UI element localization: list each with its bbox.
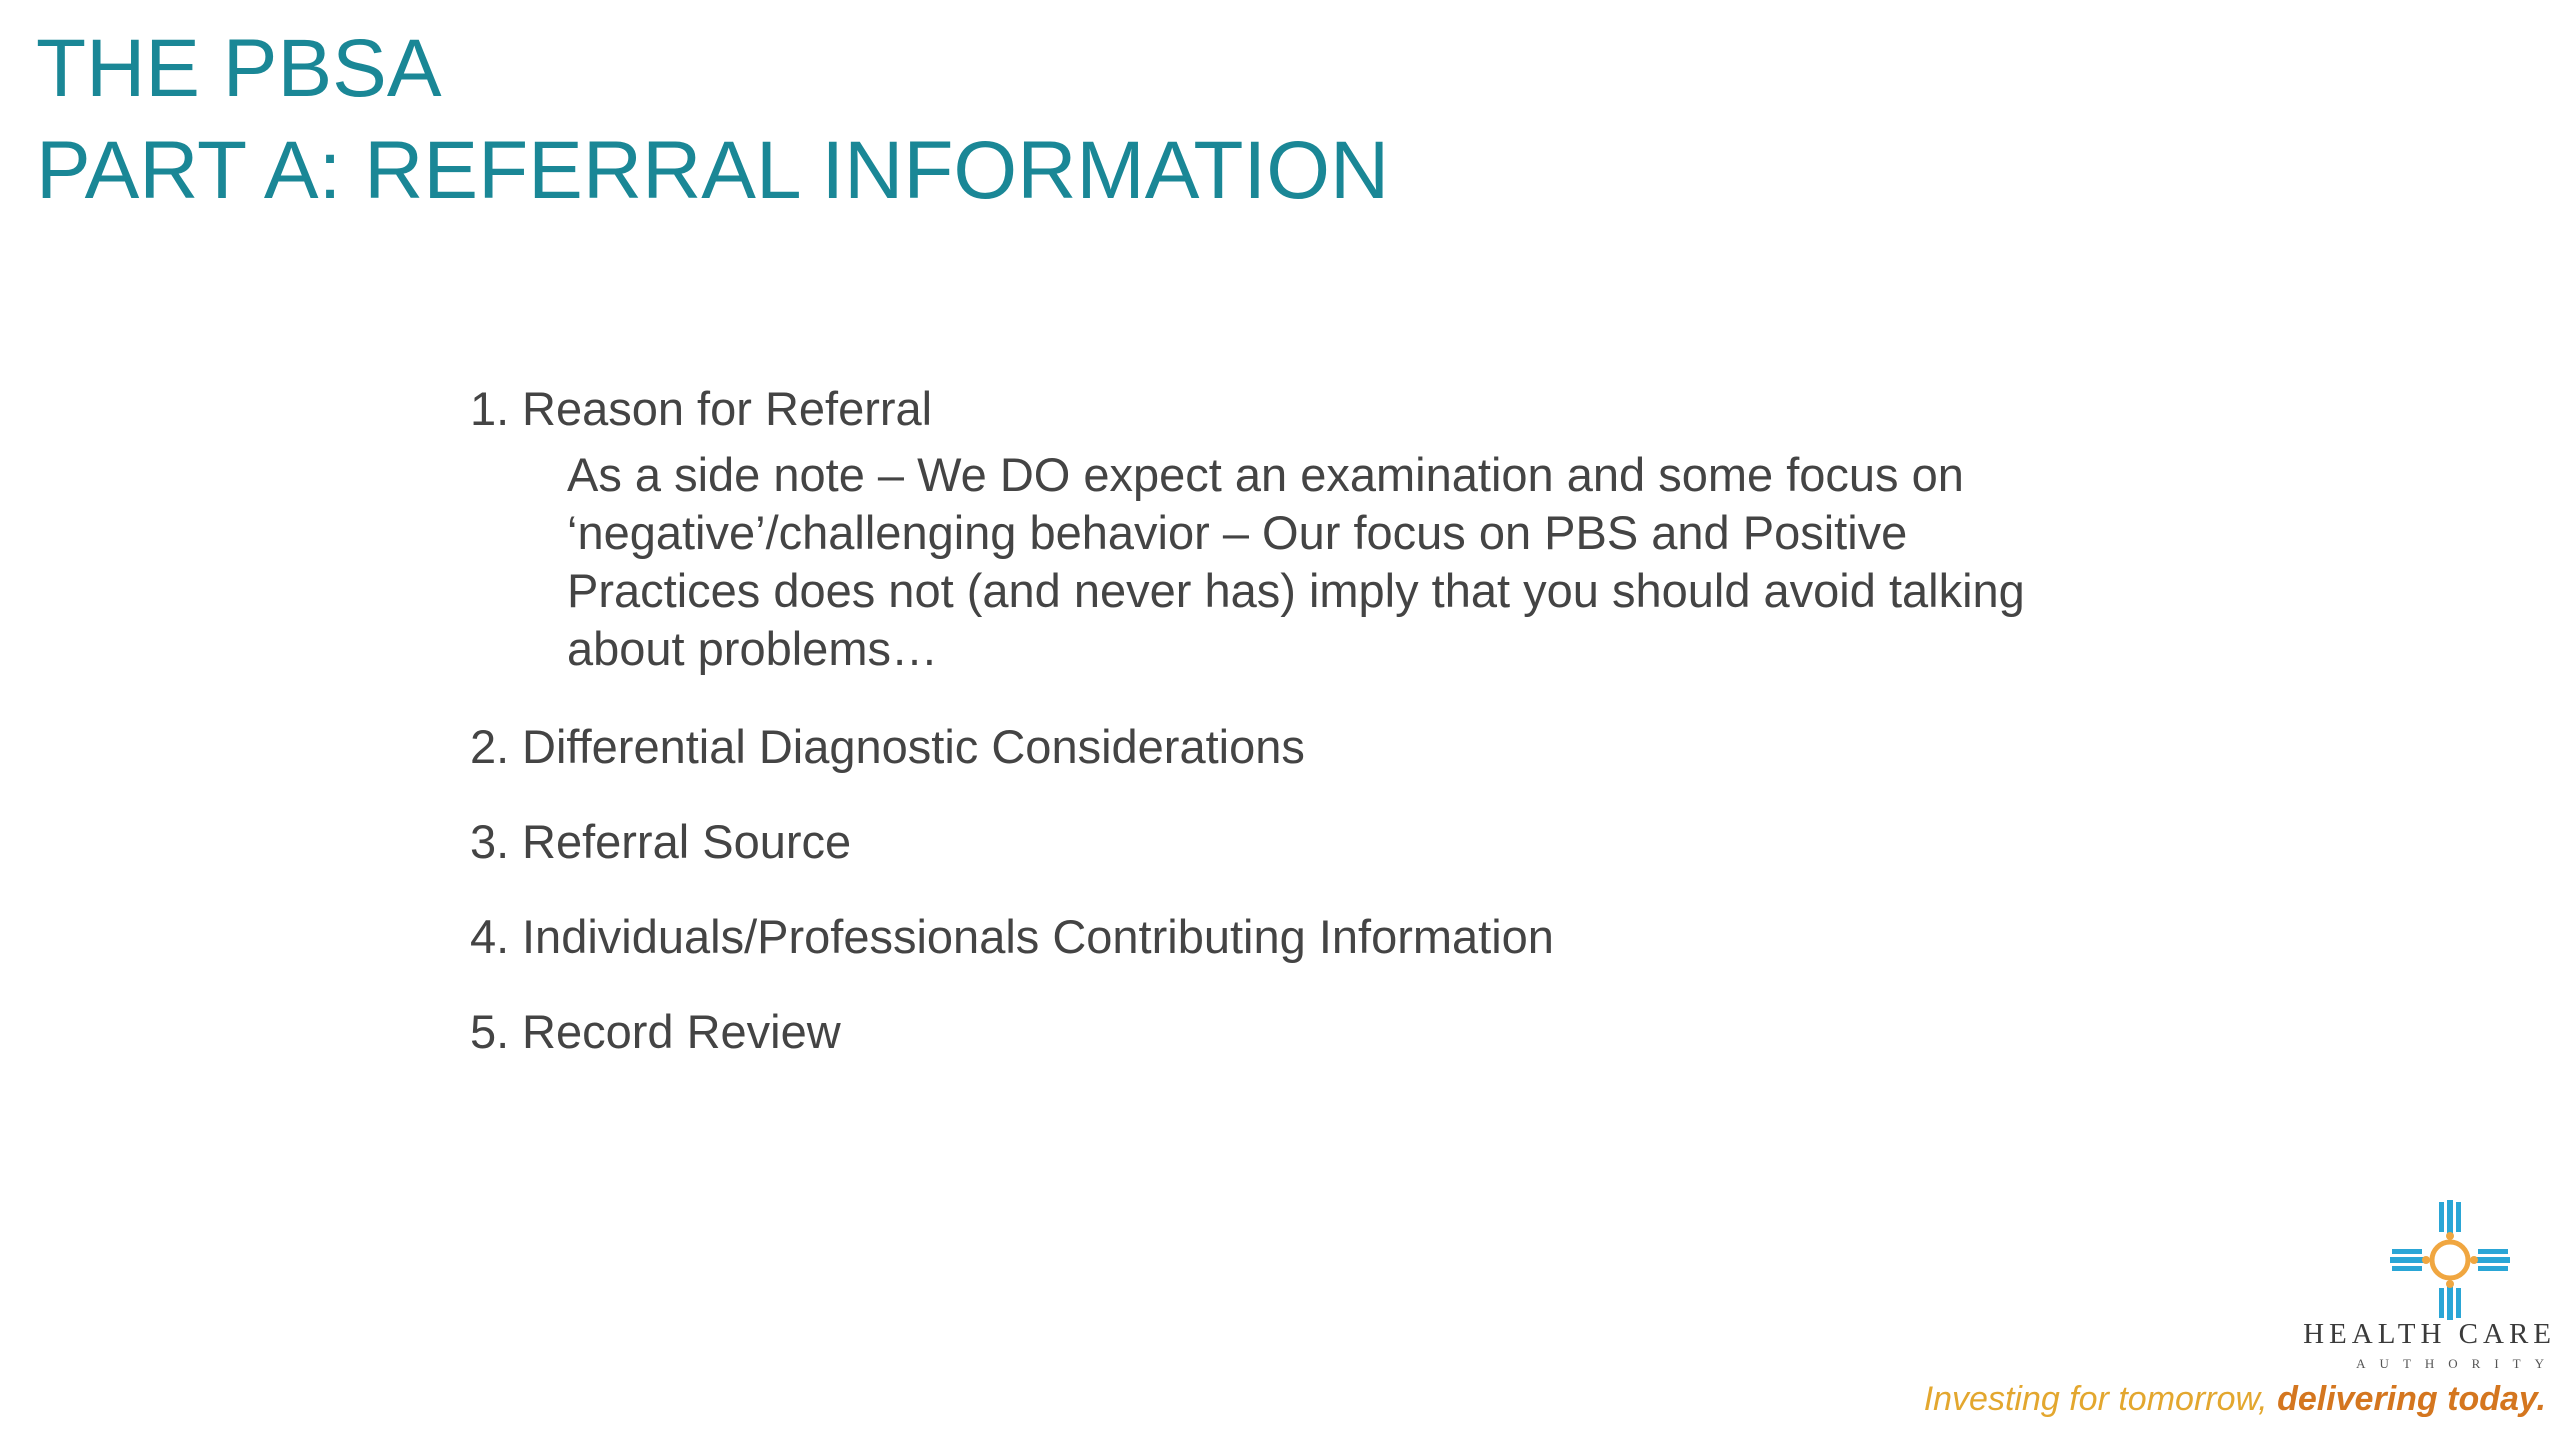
list-item	[470, 380, 2170, 438]
side-note-line: ‘negative’/challenging behavior – Our focus on PBS and Positive	[567, 506, 1908, 559]
list-item-number: 4.	[470, 910, 510, 963]
list-item-number: 1.	[470, 382, 510, 435]
list-item	[470, 813, 2170, 871]
logo-name: HEALTH CARE	[2303, 1318, 2556, 1350]
list-item-number: 5.	[470, 1005, 510, 1058]
list-item-label: Referral Source	[522, 815, 852, 868]
side-note	[567, 446, 2167, 678]
list-item-number: 2.	[470, 720, 510, 773]
list-item-label: Reason for Referral	[522, 382, 933, 435]
list-item	[470, 1003, 2170, 1061]
list-item-number: 3.	[470, 815, 510, 868]
logo-subtitle: AUTHORITY	[2356, 1356, 2558, 1371]
side-note-line: Practices does not (and never has) imply that you should avoid talking	[567, 564, 2025, 617]
list-item	[470, 908, 2170, 966]
tagline-part-2: delivering today.	[2277, 1380, 2546, 1418]
side-note-line: As a side note – We DO expect an examination and some focus on	[567, 448, 1964, 501]
health-care-authority-logo	[1840, 1200, 2560, 1440]
tagline	[1924, 1380, 2546, 1419]
list-item-label: Differential Diagnostic Considerations	[522, 720, 1305, 773]
tagline-part-1: Investing for tomorrow,	[1923, 1380, 2278, 1418]
content-list	[470, 380, 2170, 1098]
title-line-2: PART A: REFERRAL INFORMATION	[36, 125, 1390, 216]
zia-sun-icon	[2390, 1200, 2510, 1320]
list-item-label: Individuals/Professionals Contributing Information	[522, 910, 1554, 963]
slide-title	[36, 18, 1389, 222]
list-item-label: Record Review	[522, 1005, 841, 1058]
title-line-1: THE PBSA	[36, 23, 442, 114]
side-note-line: about problems…	[567, 622, 938, 675]
list-item	[470, 718, 2170, 776]
